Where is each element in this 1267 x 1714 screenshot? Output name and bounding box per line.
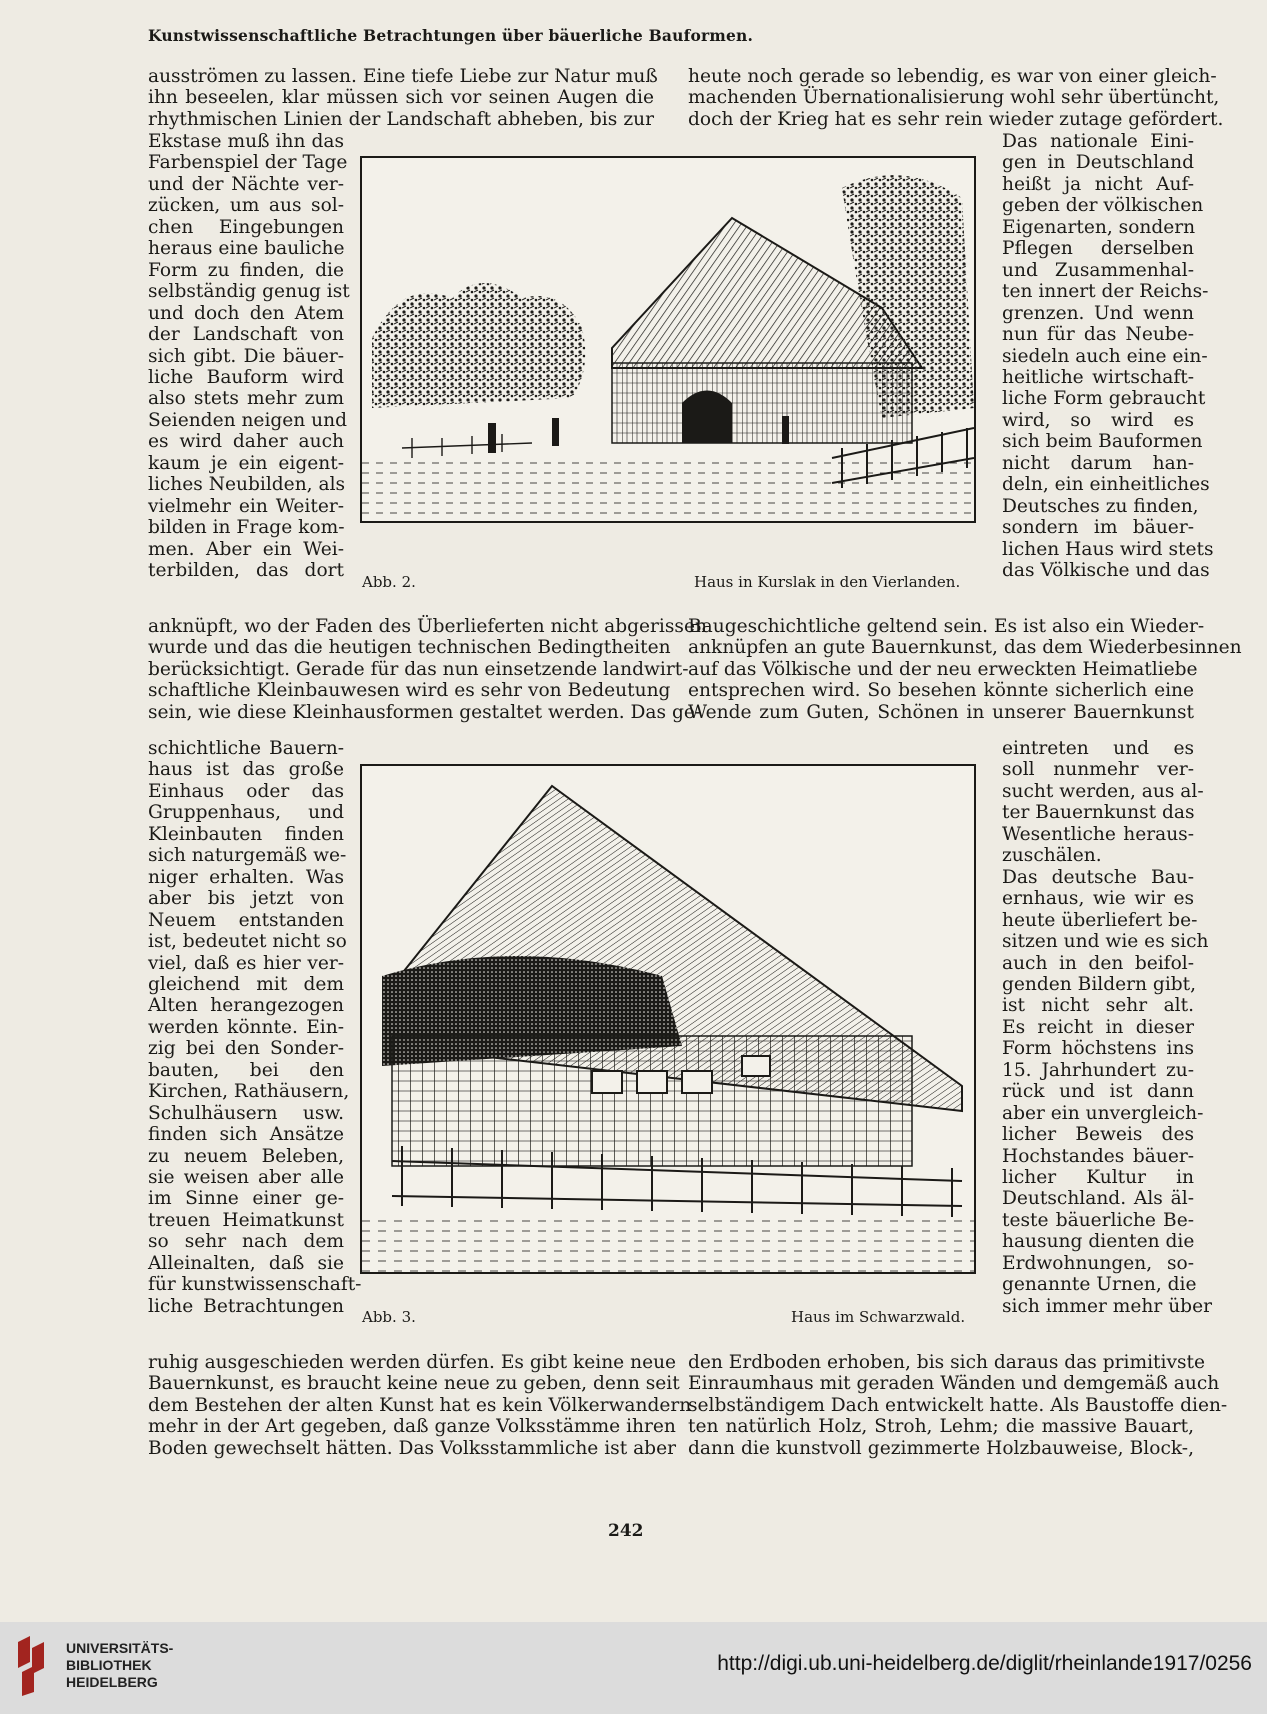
text-line: Erdwohnungen, so- (1002, 1252, 1194, 1274)
text-line: Ekstase muß ihn das (148, 131, 344, 152)
text-line: ist, bedeutet nicht so (148, 931, 347, 953)
text-line: viel, daß es hier ver- (148, 952, 344, 974)
text-line: nun für das Neube- (1002, 324, 1194, 346)
farmhouse-kurslak-illustration (362, 158, 974, 521)
library-name-line: UNIVERSITÄTS- (66, 1640, 174, 1656)
text-line: niger erhalten. Was (148, 866, 344, 888)
text-line: ernhaus, wie wir es (1002, 888, 1194, 910)
text-line: sich gibt. Die bäuer- (148, 345, 344, 367)
text-line: aber bis jetzt von (148, 888, 344, 910)
text-line: sucht werden, aus al- (1002, 780, 1204, 802)
text-line: grenzen. Und wenn (1002, 302, 1194, 324)
permalink-url[interactable]: http://digi.ub.uni-heidelberg.de/diglit/rheinlande1917/0256 (717, 1652, 1252, 1675)
text-line: und der Nächte ver- (148, 173, 344, 195)
text-line: bauten, bei den (148, 1059, 344, 1081)
figure-abb-3 (360, 764, 976, 1274)
text-line: Es reicht in dieser (1002, 1016, 1194, 1038)
library-name-line: HEIDELBERG (66, 1674, 158, 1690)
text-line: ter Bauernkunst das (1002, 802, 1195, 824)
text-line: für kunstwissenschaft- (148, 1274, 362, 1296)
text-line: finden sich Ansätze (148, 1124, 344, 1146)
text-line: ausströmen zu lassen. Eine tiefe Liebe zur Natur muß (148, 66, 658, 87)
text-line: sein, wie diese Kleinhausformen gestaltet werden. Das ge- (148, 701, 702, 723)
text-line: vielmehr ein Weiter- (148, 495, 344, 517)
text-line: Baugeschichtliche geltend sein. Es ist also ein Wieder- (688, 616, 1205, 637)
text-line: Pflegen derselben (1002, 238, 1194, 260)
text-line: heute noch gerade so lebendig, es war von einer gleich- (688, 66, 1217, 87)
text-line: sich naturgemäß we- (148, 845, 347, 867)
text-line: heißt ja nicht Auf- (1002, 173, 1194, 195)
text-line: terbilden, das dort (148, 560, 344, 581)
text-line: aber ein unvergleich- (1002, 1102, 1204, 1124)
text-line: anknüpfen an gute Bauernkunst, das dem Wiederbesinnen (688, 637, 1242, 659)
text-line: Alten herangezogen (148, 995, 344, 1017)
text-line: selbständigem Dach entwickelt hatte. Als Baustoffe dien- (688, 1394, 1228, 1416)
text-line: rhythmischen Linien der Landschaft abheben, bis zur (148, 108, 654, 130)
figure-3-label: Abb. 3. (362, 1308, 416, 1326)
text-line: gen in Deutschland (1002, 152, 1194, 174)
text-line: Das deutsche Bau- (1002, 866, 1194, 888)
text-line: Farbenspiel der Tage (148, 152, 348, 174)
text-line: schichtliche Bauern- (148, 738, 344, 759)
text-line: werden könnte. Ein- (148, 1016, 344, 1038)
text-line: doch der Krieg hat es sehr rein wieder zutage gefördert. (688, 108, 1224, 130)
text-line: Bauernkunst, es braucht keine neue zu geben, denn seit (148, 1373, 680, 1395)
text-line: genannte Urnen, die (1002, 1274, 1197, 1296)
text-line: Einraumhaus mit geraden Wänden und demgemäß auch (688, 1373, 1220, 1395)
text-line: Form zu finden, die (148, 259, 344, 281)
text-line: dann die kunstvoll gezimmerte Holzbauweise, Block-, (688, 1437, 1194, 1459)
text-line: deln, ein einheitliches (1002, 474, 1210, 496)
text-line: zuschälen. (1002, 845, 1102, 867)
text-line: zu neuem Beleben, (148, 1145, 344, 1167)
text-line: siedeln auch eine ein- (1002, 345, 1208, 367)
text-line: wird, so wird es (1002, 409, 1194, 431)
text-line: gleichend mit dem (148, 973, 344, 995)
viewer-footer (0, 1622, 1267, 1714)
text-line: licher Beweis des (1002, 1124, 1194, 1146)
text-line: ihn beseelen, klar müssen sich vor seinen Augen die (148, 87, 654, 109)
text-line: genden Bildern gibt, (1002, 973, 1197, 995)
text-line: Gruppenhaus, und (148, 802, 344, 824)
text-line: und Zusammenhal- (1002, 259, 1194, 281)
text-line: machenden Übernationalisierung wohl sehr übertüncht, (688, 87, 1220, 109)
text-line: heitliche wirtschaft- (1002, 366, 1194, 388)
university-logo-icon (14, 1634, 54, 1696)
text-line: zücken, um aus sol- (148, 195, 344, 217)
text-line: ten natürlich Holz, Stroh, Lehm; die massive Bauart, (688, 1416, 1194, 1438)
text-line: Alleinalten, daß sie (148, 1252, 344, 1274)
text-line: soll nunmehr ver- (1002, 759, 1194, 781)
text-line: so sehr nach dem (148, 1231, 344, 1253)
text-line: ruhig ausgeschieden werden dürfen. Es gibt keine neue (148, 1352, 677, 1373)
text-line: sich immer mehr über (1002, 1295, 1212, 1317)
text-line: sie weisen aber alle (148, 1167, 344, 1188)
text-line: mehr in der Art gegeben, daß ganze Volksstämme ihren (148, 1416, 676, 1438)
text-line: Kleinbauten finden (148, 823, 344, 845)
farmhouse-black-forest-illustration (362, 766, 974, 1272)
text-line: ten innert der Reichs- (1002, 281, 1209, 303)
text-line: Form höchstens ins (1002, 1038, 1194, 1060)
text-line: chen Eingebungen (148, 216, 344, 238)
text-line: liche Bauform wird (148, 366, 344, 388)
text-line: 15. Jahrhundert zu- (1002, 1059, 1194, 1081)
text-line: liche Betrachtungen (148, 1295, 344, 1317)
text-line: hausung dienten die (1002, 1231, 1195, 1253)
text-line: geben der völkischen (1002, 195, 1204, 217)
text-line: sich beim Bauformen (1002, 431, 1203, 453)
text-line: auf das Völkische und der neu erweckten Heimatliebe (688, 658, 1198, 680)
text-line: Wende zum Guten, Schönen in unserer Bauernkunst (688, 701, 1194, 723)
text-line: lichen Haus wird stets (1002, 538, 1214, 560)
text-line: Seienden neigen und (148, 409, 348, 431)
text-line: sondern im bäuer- (1002, 517, 1194, 539)
text-line: berücksichtigt. Gerade für das nun einsetzende landwirt- (148, 658, 689, 680)
text-line: nicht darum han- (1002, 452, 1194, 474)
text-line: der Landschaft von (148, 324, 344, 346)
text-line: ist nicht sehr alt. (1002, 995, 1194, 1017)
text-line: men. Aber ein Wei- (148, 538, 344, 560)
text-line: Einhaus oder das (148, 780, 344, 802)
running-title: Kunstwissenschaftliche Betrachtungen über bäuerliche Bauformen. (148, 26, 754, 45)
figure-abb-2 (360, 156, 976, 523)
text-line: teste bäuerliche Be- (1002, 1209, 1194, 1231)
figure-2-label: Abb. 2. (362, 573, 416, 591)
text-line: eintreten und es (1002, 738, 1194, 759)
text-line: Eigenarten, sondern (1002, 216, 1196, 238)
figure-3-caption: Haus im Schwarzwald. (791, 1308, 966, 1326)
text-line: heraus eine bauliche (148, 238, 345, 260)
text-line: Hochstandes bäuer- (1002, 1145, 1194, 1167)
text-line: es wird daher auch (148, 431, 344, 453)
text-line: wurde und das die heutigen technischen Bedingtheiten (148, 637, 671, 659)
text-line: liche Form gebraucht (1002, 388, 1206, 410)
text-line: liches Neubilden, als (148, 474, 346, 496)
text-line: haus ist das große (148, 759, 344, 781)
text-line: kaum je ein eigent- (148, 452, 344, 474)
text-line: bilden in Frage kom- (148, 517, 345, 539)
text-line: und doch den Atem (148, 302, 344, 324)
library-name (66, 1640, 173, 1691)
text-line: dem Bestehen der alten Kunst hat es kein Völkerwandern (148, 1394, 692, 1416)
text-line: selbständig genug ist (148, 281, 350, 303)
text-line: den Erdboden erhoben, bis sich daraus das primitivste (688, 1352, 1205, 1373)
text-line: das Völkische und das (1002, 560, 1210, 581)
text-line: treuen Heimatkunst (148, 1209, 344, 1231)
figure-2-caption: Haus in Kurslak in den Vierlanden. (694, 573, 961, 591)
text-line: sitzen und wie es sich (1002, 931, 1209, 953)
text-line: anknüpft, wo der Faden des Überlieferten nicht abgerissen (148, 616, 707, 637)
text-line: Das nationale Eini- (1002, 131, 1194, 152)
text-line: Neuem entstanden (148, 909, 344, 931)
text-line: schaftliche Kleinbauwesen wird es sehr von Bedeutung (148, 680, 671, 702)
text-line: licher Kultur in (1002, 1167, 1194, 1188)
text-line: entsprechen wird. So besehen könnte sicherlich eine (688, 680, 1194, 702)
text-line: heute überliefert be- (1002, 909, 1198, 931)
text-line: also stets mehr zum (148, 388, 344, 410)
library-name-line: BIBLIOTHEK (66, 1657, 152, 1673)
text-line: Kirchen, Rathäusern, (148, 1081, 350, 1103)
text-line: im Sinne einer ge- (148, 1188, 344, 1210)
text-line: Boden gewechselt hätten. Das Volksstammliche ist aber (148, 1437, 676, 1459)
text-line: Deutsches zu finden, (1002, 495, 1199, 517)
text-line: zig bei den Sonder- (148, 1038, 344, 1060)
text-line: Wesentliche heraus- (1002, 823, 1194, 845)
text-line: auch in den beifol- (1002, 952, 1194, 974)
page-number: 242 (608, 1521, 644, 1541)
text-line: Schulhäusern usw. (148, 1102, 344, 1124)
text-line: rück und ist dann (1002, 1081, 1194, 1103)
text-line: Deutschland. Als äl- (1002, 1188, 1194, 1210)
